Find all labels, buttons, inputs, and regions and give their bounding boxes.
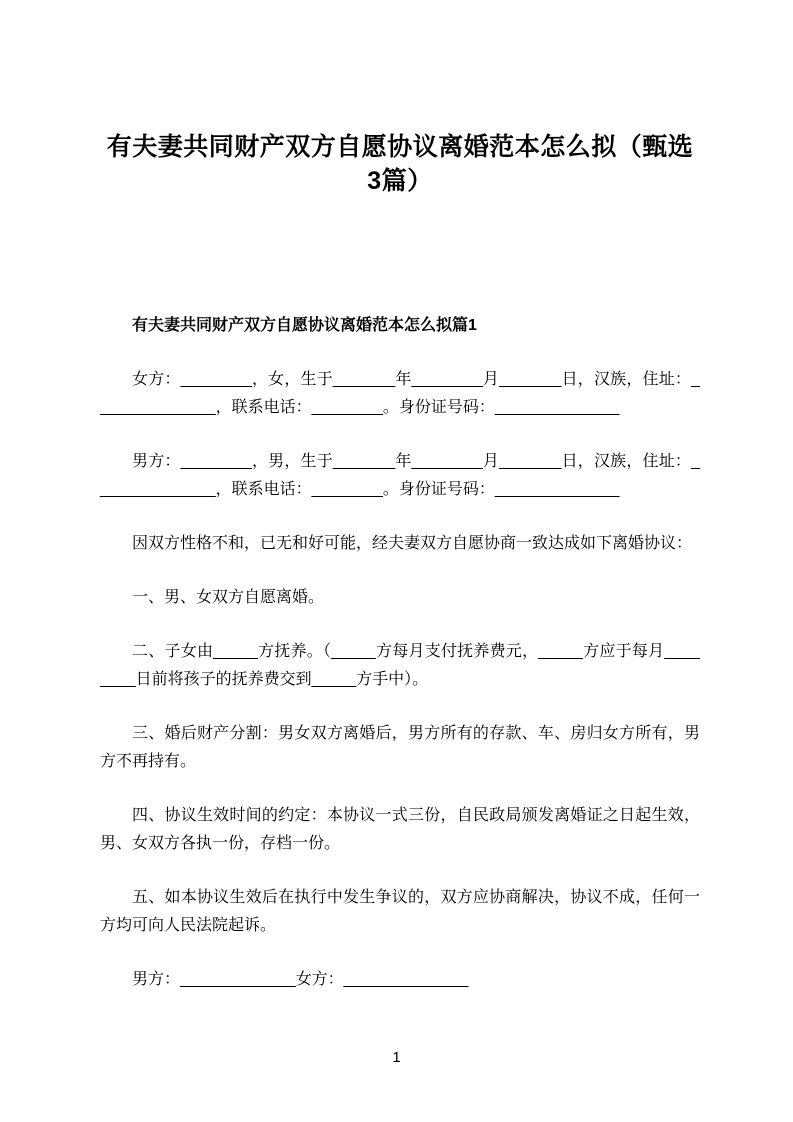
signature-line: 男方：_____________女方：______________ [132,971,469,988]
document-content [100,0,700,994]
paragraph-clause-3: 三、婚后财产分割：男女双方离婚后，男方所有的存款、车、房归女方所有，男方不再持有。 [100,725,700,770]
paragraph-clause-1: 一、男、女双方自愿离婚。 [132,589,325,606]
page-number: 1 [392,1049,401,1066]
paragraph-wife-info: 女方：________，女，生于_______年________月_______日，汉族，住址：______________，联系电话：________。身份证号码：______________ [100,371,700,416]
paragraph-clause-5: 五、如本协议生效后在执行中发生争议的，双方应协商解决，协议不成，任何一方均可向人民法院起诉。 [100,889,700,934]
section-heading: 有夫妻共同财产双方自愿协议离婚范本怎么拟篇1 [132,317,477,334]
document-title: 有夫妻共同财产双方自愿协议离婚范本怎么拟（甄选3篇） [106,133,694,195]
paragraph-clause-2: 二、子女由_____方抚养。（_____方每月支付抚养费元，_____方应于每月________日前将孩子的抚养费交到_____方手中）。 [100,643,700,688]
paragraph-preamble: 因双方性格不和，已无和好可能，经夫妻双方自愿协商一致达成如下离婚协议： [132,535,693,552]
paragraph-clause-4: 四、协议生效时间的约定：本协议一式三份，自民政局颁发离婚证之日起生效，男、女双方各执一份，存档一份。 [100,807,700,852]
paragraph-husband-info: 男方：________，男，生于_______年________月_______日，汉族，住址：______________，联系电话：________。身份证号码：______________ [100,453,700,498]
